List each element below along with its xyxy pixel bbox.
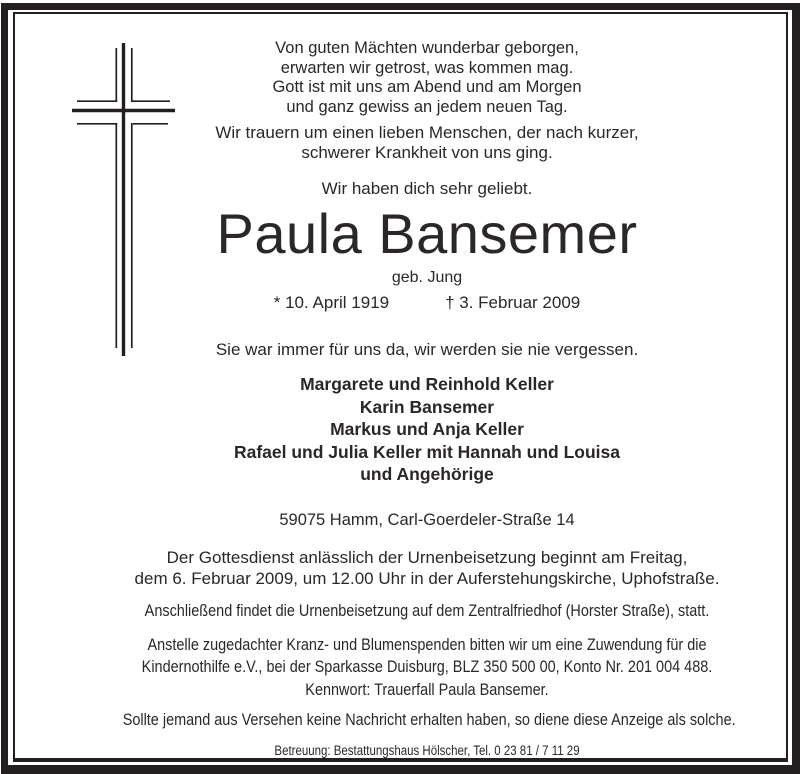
verse-line: erwarten wir getrost, was kommen mag. bbox=[280, 58, 574, 77]
mourner-line: und Angehörige bbox=[360, 464, 494, 484]
service-info bbox=[69, 547, 785, 590]
service-line: dem 6. Februar 2009, um 12.00 Uhr in der Auferstehungskirche, Uphofstraße. bbox=[134, 569, 720, 588]
burial-info: Anschließend findet die Urnenbeisetzung auf dem Zentralfriedhof (Horster Straße), statt. bbox=[144, 600, 710, 620]
donation-line: Kennwort: Trauerfall Paula Bansemer. bbox=[305, 679, 549, 699]
mourning-line: Wir trauern um einen lieben Menschen, der nach kurzer, bbox=[215, 123, 639, 142]
life-dates bbox=[69, 293, 785, 313]
final-notice: Sollte jemand aus Versehen keine Nachricht erhalten haben, so diene diese Anzeige als solche. bbox=[122, 710, 736, 729]
deceased-name: Paula Bansemer bbox=[216, 202, 638, 265]
mourner-line: Karin Bansemer bbox=[359, 396, 495, 417]
mourning-statement bbox=[69, 123, 785, 163]
mourners-list bbox=[69, 373, 785, 486]
verse-line: Von guten Mächten wunderbar geborgen, bbox=[275, 39, 579, 57]
verse-line: Gott ist mit uns am Abend und am Morgen bbox=[272, 78, 582, 96]
funeral-home-line: Betreuung: Bestattungshaus Hölscher, Tel. 0 23 81 / 7 11 29 bbox=[274, 743, 580, 758]
love-statement: Wir haben dich sehr geliebt. bbox=[321, 179, 533, 198]
maiden-name: geb. Jung bbox=[391, 269, 463, 286]
birth-date: * 10. April 1919 bbox=[273, 293, 390, 312]
mourner-line: Margarete und Reinhold Keller bbox=[300, 374, 554, 394]
verse-line: und ganz gewiss an jedem neuen Tag. bbox=[286, 97, 568, 116]
death-date: † 3. Februar 2009 bbox=[445, 293, 581, 312]
donation-line: Anstelle zugedachter Kranz- und Blumenspenden bitten wir um eine Zuwendung für die bbox=[147, 634, 707, 654]
mourning-line: schwerer Krankheit von uns ging. bbox=[301, 143, 553, 162]
mourner-line: Markus und Anja Keller bbox=[330, 419, 524, 439]
address-line: 59075 Hamm, Carl-Goerdeler-Straße 14 bbox=[279, 510, 575, 529]
opening-verse bbox=[69, 39, 785, 117]
donation-info bbox=[123, 634, 732, 702]
mourner-line: Rafael und Julia Keller mit Hannah und Louisa bbox=[233, 441, 621, 462]
donation-line: Kindernothilfe e.V., bei der Sparkasse Duisburg, BLZ 350 500 00, Konto Nr. 201 004 488. bbox=[141, 657, 713, 676]
service-line: Der Gottesdienst anlässlich der Urnenbeisetzung beginnt am Freitag, bbox=[166, 547, 688, 567]
notice-body bbox=[15, 0, 785, 759]
remembrance-statement: Sie war immer für uns da, wir werden sie nie vergessen. bbox=[215, 340, 639, 359]
